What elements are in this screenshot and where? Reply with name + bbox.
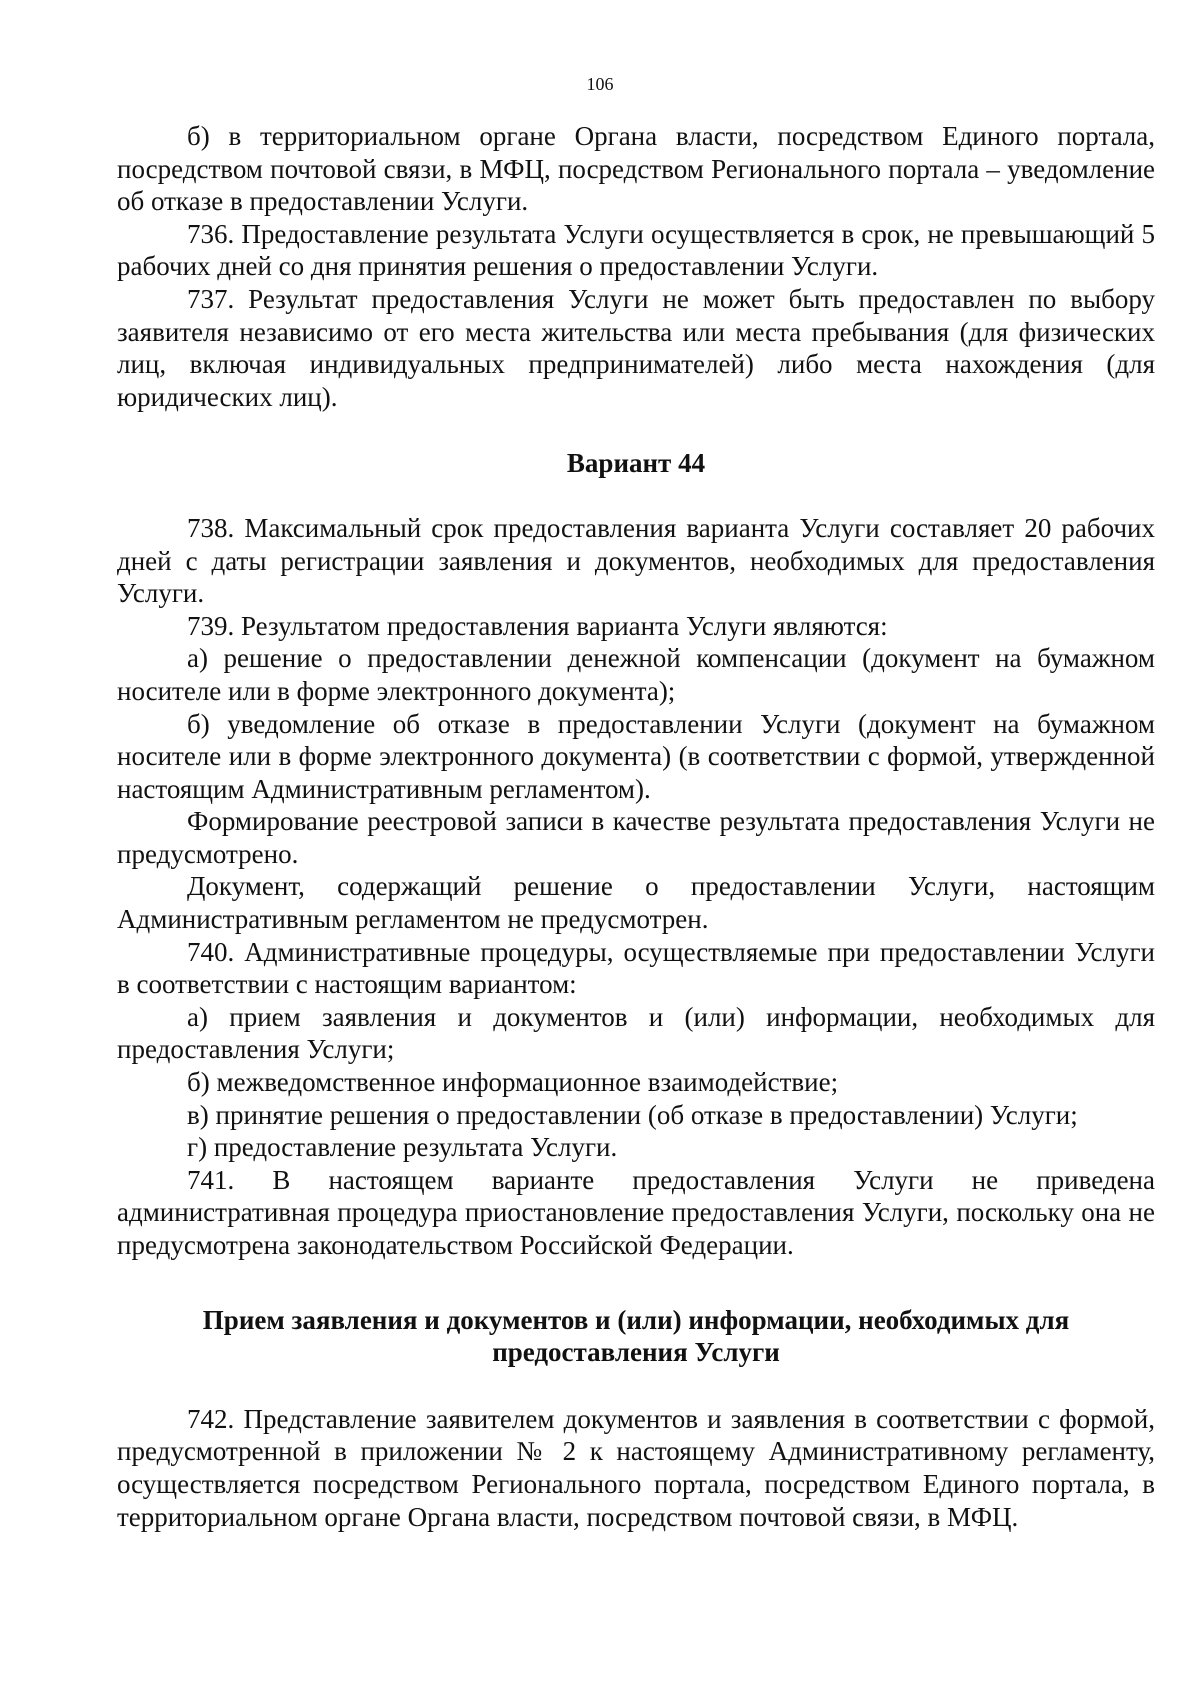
paragraph: 738. Максимальный срок предоставления варианта Услуги составляет 20 рабочих дней с даты регистрации заявления и документов, необходимых для предоставления Услуги. (117, 512, 1155, 609)
paragraph: Формирование реестровой записи в качестве результата предоставления Услуги не предусмотрено. (117, 806, 1155, 869)
paragraph: в) принятие решения о предоставлении (об отказе в предоставлении) Услуги; (187, 1099, 1078, 1130)
section-block-1 (117, 120, 1155, 413)
paragraph: 742. Представление заявителем документов и заявления в соответствии с формой, предусмотренной в приложении № 2 к настоящему Административному регламенту, осуществляется посредством Регионального портала, посредством Единого портала, в территориальном органе Органа власти, посредством почтовой связи, в МФЦ. (117, 1403, 1155, 1532)
paragraph: г) предоставление результата Услуги. (187, 1132, 618, 1163)
page-number: 106 (586, 74, 614, 94)
paragraph: б) в территориальном органе Органа власти, посредством Единого портала, посредством почтовой связи, в МФЦ, посредством Регионального портала – уведомление об отказе в предоставлении Услуги. (117, 121, 1155, 217)
document-body (117, 120, 1155, 1533)
paragraph: а) прием заявления и документов и (или) информации, необходимых для предоставления Услуги; (117, 1001, 1155, 1065)
section-block-3 (117, 1403, 1155, 1533)
paragraph: б) уведомление об отказе в предоставлении Услуги (документ на бумажном носителе или в форме электронного документа) (в соответствии с формой, утвержденной настоящим Административным регламентом). (117, 708, 1155, 804)
paragraph: 741. В настоящем варианте предоставления Услуги не приведена административная процедура приостановление предоставления Услуги, поскольку она не предусмотрена законодательством Российской Федерации. (117, 1164, 1155, 1260)
section-heading: Прием заявления и документов и (или) информации, необходимых для предоставления Услуги (202, 1304, 1070, 1368)
paragraph: а) решение о предоставлении денежной компенсации (документ на бумажном носителе или в форме электронного документа); (117, 643, 1155, 706)
section-block-2 (117, 512, 1155, 1262)
paragraph: 736. Предоставление результата Услуги осуществляется в срок, не превышающий 5 рабочих дней со дня принятия решения о предоставлении Услуги. (117, 218, 1155, 282)
paragraph: Документ, содержащий решение о предоставлении Услуги, настоящим Административным регламентом не предусмотрен. (117, 871, 1155, 935)
variant-heading: Вариант 44 (566, 448, 706, 479)
paragraph: 740. Административные процедуры, осуществляемые при предоставлении Услуги в соответствии с настоящим вариантом: (117, 936, 1155, 1000)
paragraph: б) межведомственное информационное взаимодействие; (187, 1067, 839, 1098)
paragraph: 739. Результатом предоставления варианта Услуги являются: (187, 610, 888, 641)
paragraph: 737. Результат предоставления Услуги не может быть предоставлен по выбору заявителя независимо от его места жительства или места пребывания (для физических лиц, включая индивидуальных предпринимателей) либо места нахождения (для юридических лиц). (117, 283, 1155, 412)
